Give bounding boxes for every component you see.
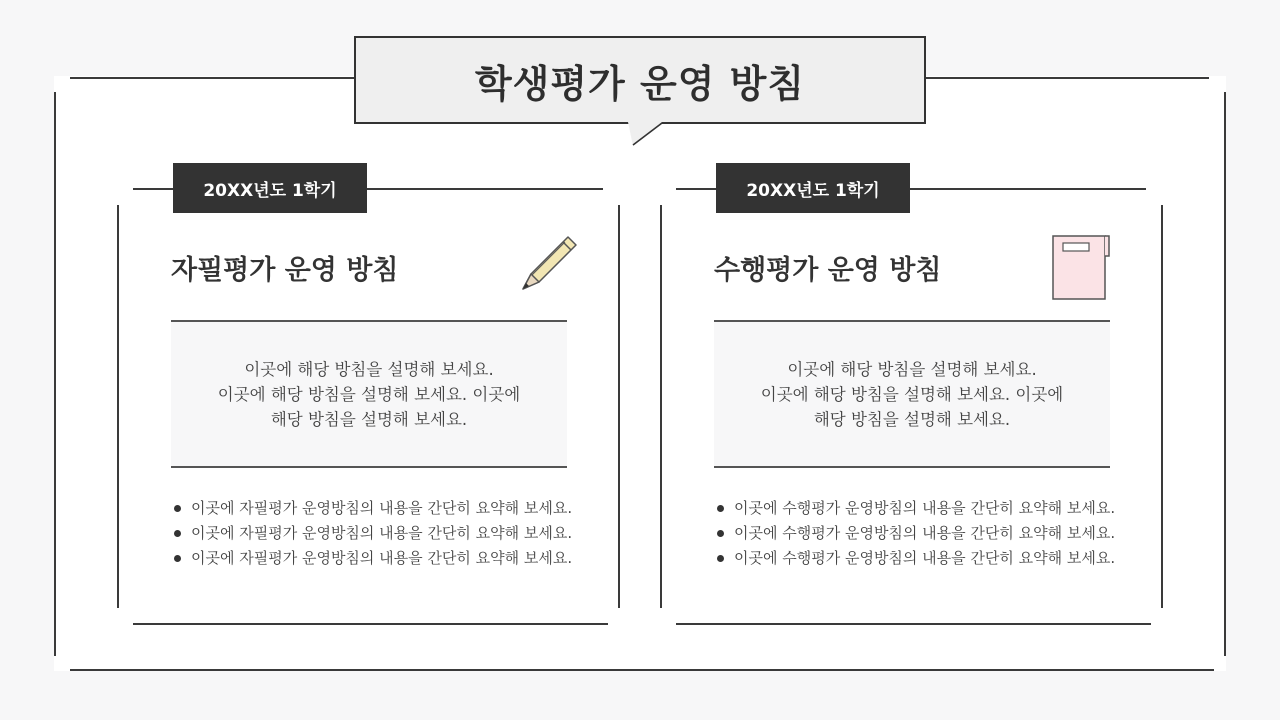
description-box [714,320,1110,468]
card-right-bottom-line [676,623,1151,625]
frame-left-line [54,92,56,656]
card-title: 자필평가 운영 방침 [171,255,399,286]
card-right-right-line [1161,205,1163,608]
page-title: 학생평가 운영 방침 [474,61,806,106]
frame-top-line-left [70,77,356,79]
description-line: 이곳에 해당 방침을 설명해 보세요. [244,359,494,379]
speech-pointer-icon [620,122,664,148]
notebook-icon [1050,234,1114,302]
list-item: 이곳에 수행평가 운영방침의 내용을 간단히 요약해 보세요. [714,521,1115,546]
pencil-icon [515,230,583,298]
title-box [354,36,926,124]
description-line: 해당 방침을 설명해 보세요. [813,409,1011,429]
description-line: 이곳에 해당 방침을 설명해 보세요. 이곳에 [760,384,1064,404]
list-item: 이곳에 자필평가 운영방침의 내용을 간단히 요약해 보세요. [171,521,572,546]
summary-list [714,496,1115,571]
card-left-top-line-a [133,188,173,190]
card-right-top-line-a [676,188,716,190]
list-item: 이곳에 자필평가 운영방침의 내용을 간단히 요약해 보세요. [171,496,572,521]
list-item: 이곳에 수행평가 운영방침의 내용을 간단히 요약해 보세요. [714,546,1115,571]
semester-tag: 20XX년도 1학기 [716,163,910,213]
description-box [171,320,567,468]
frame-bottom-line [70,669,1214,671]
card-left-left-line [117,205,119,608]
card-left-right-line [618,205,620,608]
description-line: 해당 방침을 설명해 보세요. [270,409,468,429]
card-right-left-line [660,205,662,608]
card-right-top-line-b [910,188,1146,190]
frame-top-line-right [926,77,1209,79]
summary-list [171,496,572,571]
card-title: 수행평가 운영 방침 [714,255,942,286]
description-line: 이곳에 해당 방침을 설명해 보세요. 이곳에 [217,384,521,404]
semester-tag: 20XX년도 1학기 [173,163,367,213]
frame-right-line [1224,92,1226,656]
list-item: 이곳에 자필평가 운영방침의 내용을 간단히 요약해 보세요. [171,546,572,571]
card-handwriting-evaluation [117,180,617,620]
card-left-bottom-line [133,623,608,625]
card-performance-evaluation [660,180,1160,620]
description-line: 이곳에 해당 방침을 설명해 보세요. [787,359,1037,379]
card-left-top-line-b [367,188,603,190]
list-item: 이곳에 수행평가 운영방침의 내용을 간단히 요약해 보세요. [714,496,1115,521]
